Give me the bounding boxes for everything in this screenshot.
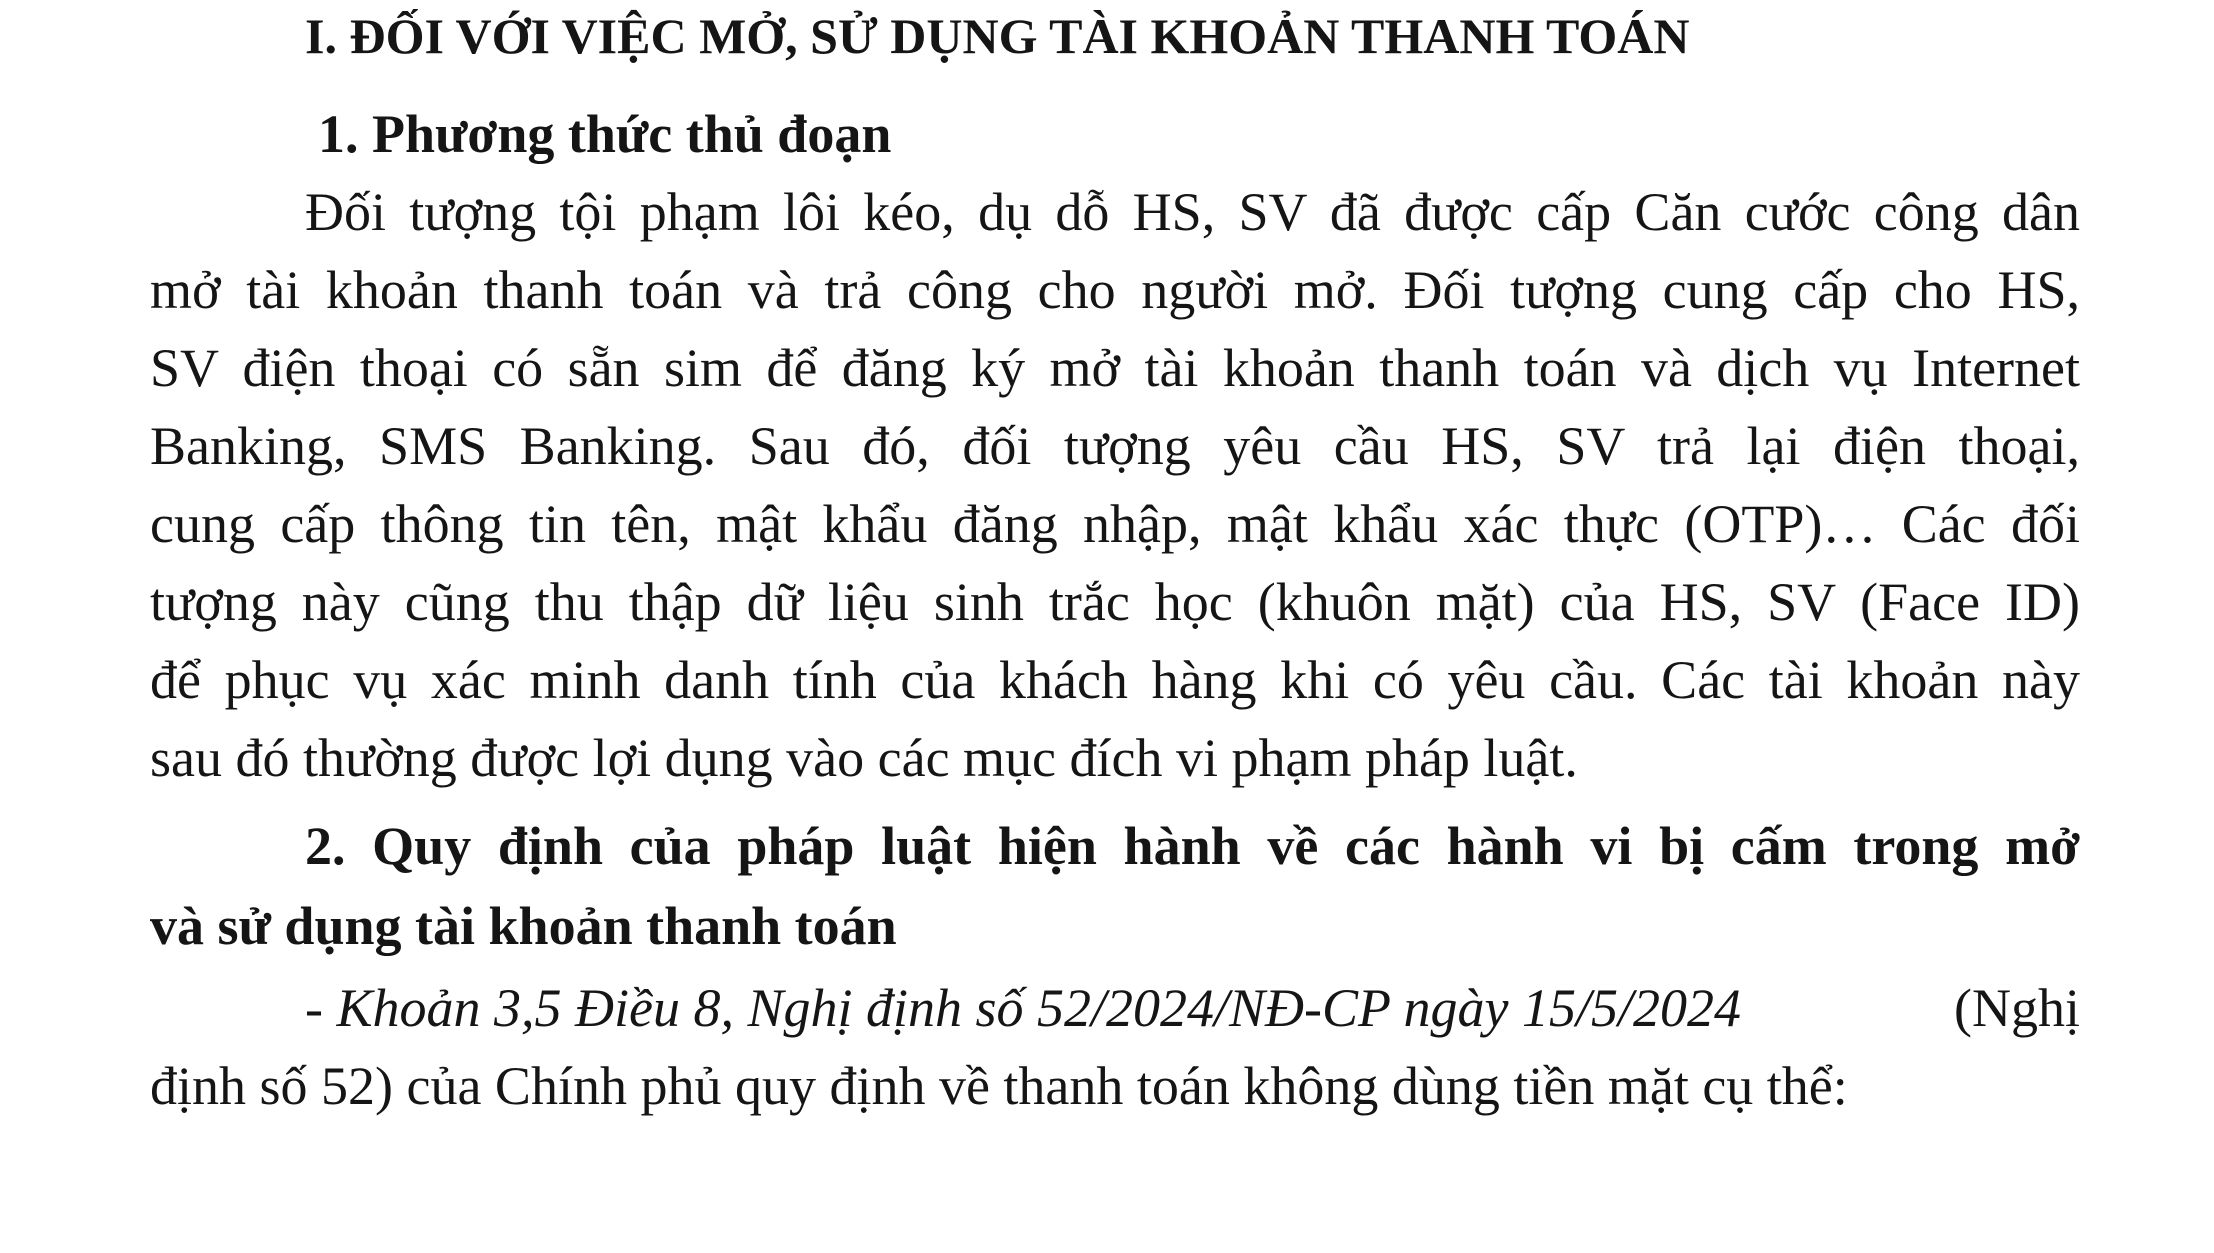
paragraph-line-7: để phục vụ xác minh danh tính của khách hàng khi có yêu cầu. Các tài khoản này — [150, 650, 2080, 710]
subsection-1-heading: 1. Phương thức thủ đoạn — [318, 104, 892, 164]
paragraph-line-5: cung cấp thông tin tên, mật khẩu đăng nhập, mật khẩu xác thực (OTP)… Các đối — [150, 494, 2080, 554]
paragraph-line-2: mở tài khoản thanh toán và trả công cho người mở. Đối tượng cung cấp cho HS, — [150, 260, 2080, 320]
citation-line-1 — [305, 978, 2080, 1038]
citation-line-2: định số 52) của Chính phủ quy định về thanh toán không dùng tiền mặt cụ thể: — [150, 1056, 1848, 1116]
subsection-2-heading-line-1: 2. Quy định của pháp luật hiện hành về các hành vi bị cấm trong mở — [305, 816, 2080, 876]
paragraph-line-6: tượng này cũng thu thập dữ liệu sinh trắc học (khuôn mặt) của HS, SV (Face ID) — [150, 572, 2080, 632]
citation-suffix: (Nghị — [1954, 978, 2080, 1038]
paragraph-line-4: Banking, SMS Banking. Sau đó, đối tượng yêu cầu HS, SV trả lại điện thoại, — [150, 416, 2080, 476]
citation-reference: - Khoản 3,5 Điều 8, Nghị định số 52/2024/NĐ-CP ngày 15/5/2024 — [305, 978, 1742, 1038]
paragraph-line-3: SV điện thoại có sẵn sim để đăng ký mở tài khoản thanh toán và dịch vụ Internet — [150, 338, 2080, 398]
section-heading: I. ĐỐI VỚI VIỆC MỞ, SỬ DỤNG TÀI KHOẢN THANH TOÁN — [305, 8, 1690, 64]
subsection-2-heading-line-2: và sử dụng tài khoản thanh toán — [150, 896, 897, 956]
paragraph-line-1: Đối tượng tội phạm lôi kéo, dụ dỗ HS, SV đã được cấp Căn cước công dân — [305, 182, 2080, 242]
paragraph-line-8: sau đó thường được lợi dụng vào các mục đích vi phạm pháp luật. — [150, 728, 1578, 788]
